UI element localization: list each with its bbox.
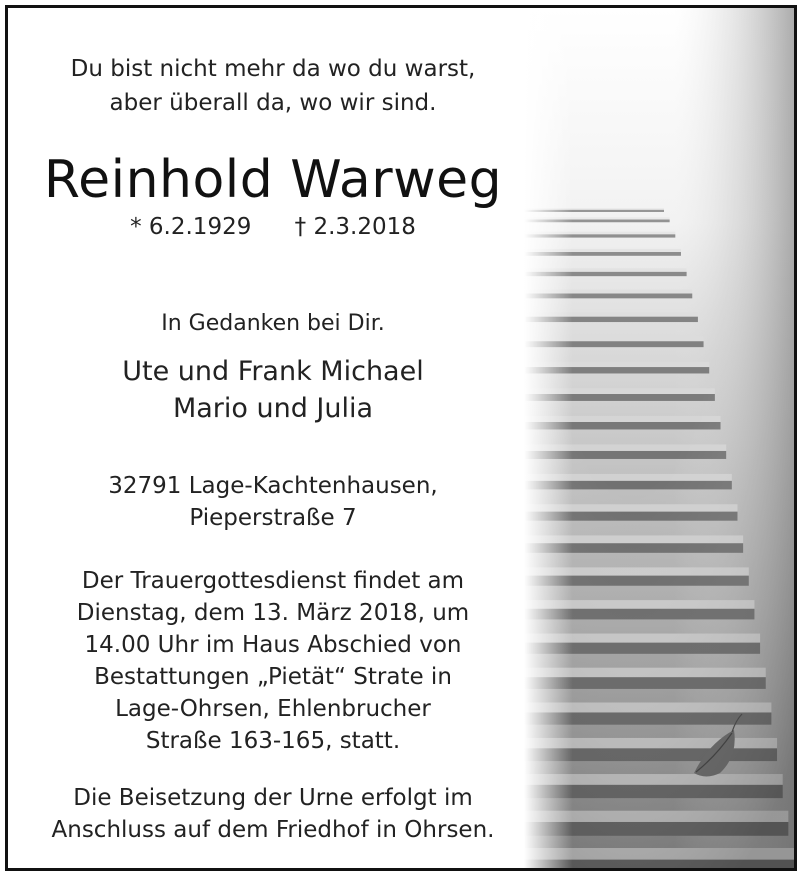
stairs-photo bbox=[524, 8, 794, 868]
birth-date: * 6.2.1929 bbox=[130, 214, 252, 240]
burial-announcement bbox=[8, 782, 538, 846]
service-announcement bbox=[8, 565, 538, 757]
life-dates bbox=[8, 210, 538, 244]
family-line: Mario und Julia bbox=[172, 393, 374, 424]
service-line: Lage-Ohrsen, Ehlenbrucher bbox=[115, 696, 431, 722]
motto-line: Du bist nicht mehr da wo du warst, bbox=[70, 56, 476, 82]
service-line: 14.00 Uhr im Haus Abschied von bbox=[84, 632, 462, 658]
service-line: Bestattungen „Pietät“ Strate in bbox=[94, 664, 452, 690]
stairs-image bbox=[524, 8, 794, 868]
address-line: Pieperstraße 7 bbox=[189, 505, 357, 531]
motto bbox=[8, 52, 538, 120]
obituary-text-column bbox=[8, 8, 538, 868]
family-line: Ute und Frank Michael bbox=[122, 356, 424, 387]
burial-line: Die Beisetzung der Urne erfolgt im bbox=[73, 785, 473, 811]
death-date: † 2.3.2018 bbox=[294, 214, 416, 240]
obituary-notice bbox=[5, 5, 797, 871]
address bbox=[8, 470, 538, 534]
service-line: Der Trauergottesdienst findet am bbox=[81, 568, 465, 594]
deceased-name: Reinhold Warweg bbox=[43, 150, 503, 210]
service-line: Straße 163-165, statt. bbox=[145, 728, 401, 754]
family-names bbox=[8, 353, 538, 427]
service-line: Dienstag, dem 13. März 2018, um bbox=[76, 600, 470, 626]
thoughts-line: In Gedanken bei Dir. bbox=[161, 311, 385, 336]
burial-line: Anschluss auf dem Friedhof in Ohrsen. bbox=[51, 817, 495, 843]
motto-line: aber überall da, wo wir sind. bbox=[109, 90, 437, 116]
address-line: 32791 Lage-Kachtenhausen, bbox=[108, 473, 438, 499]
